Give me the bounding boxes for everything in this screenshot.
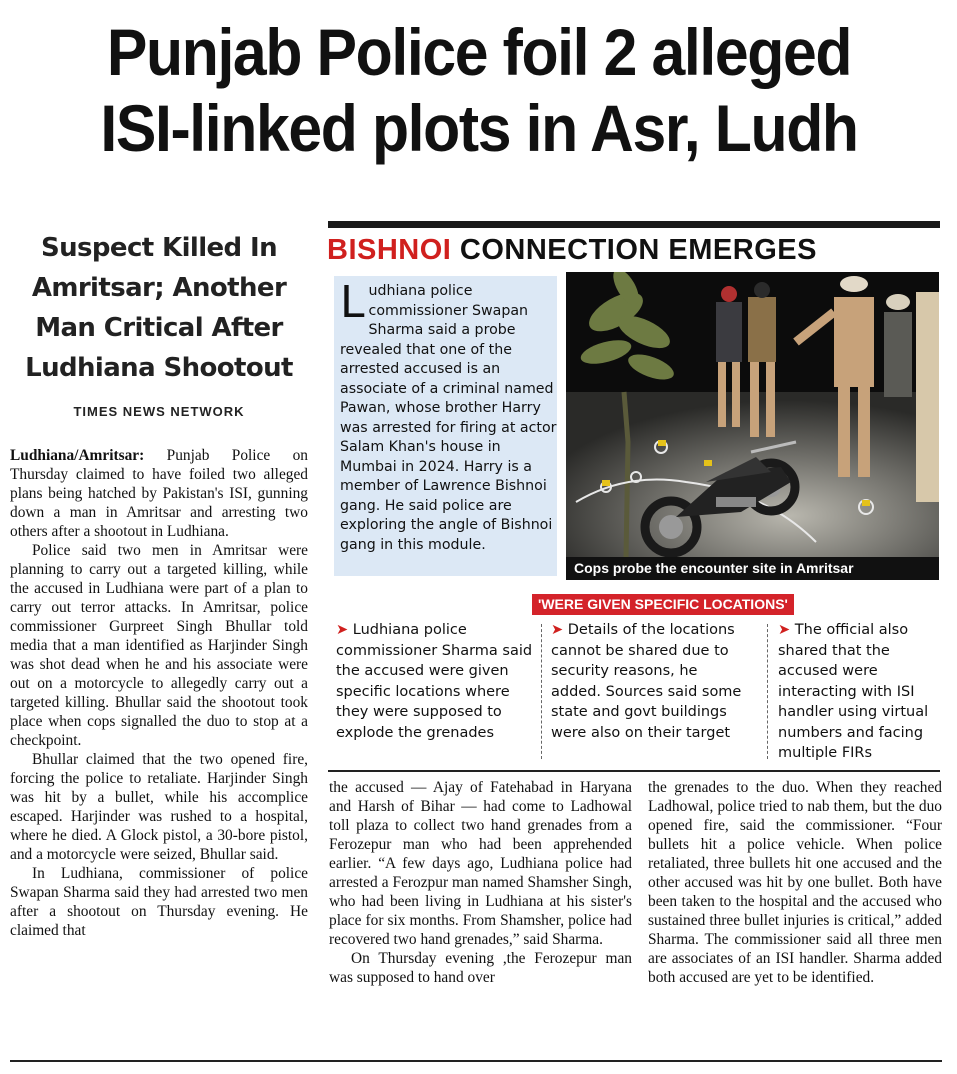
paragraph: the grenades to the duo. When they reached Ladhowal, police tried to nab them, but the duo opened fire, said the commissioner. “Four bullets hit a police vehicle. When police retaliated, three bullets hit one accused and the other accused was hit by one bullet. Both have been taken to the hospital and the accused who sustained three bullet injuries is critical,” added Sharma. The commissioner said all three men are associates of an ISI handler. Sharma added both accused are yet to be identified. xyxy=(648,779,942,986)
arrow-icon: ➤ xyxy=(336,622,349,638)
dashed-divider xyxy=(767,624,768,759)
bullet-point-2 xyxy=(551,620,751,743)
article-column-2 xyxy=(329,778,632,987)
photo-caption: Cops probe the encounter site in Amritsar xyxy=(566,557,939,580)
section-rule xyxy=(328,221,940,228)
encounter-site-photo xyxy=(566,272,939,557)
bullet-text: Details of the locations cannot be shared due to security reasons, he added. Sources said some state and govt buildings were also on their target xyxy=(551,622,742,741)
page-bottom-rule xyxy=(10,1060,942,1062)
headline-line-2: ISI-linked plots in Asr, Ludh xyxy=(100,91,858,165)
bullet-point-1 xyxy=(336,620,536,743)
dateline: Ludhiana/Amritsar: xyxy=(10,447,145,464)
article-column-1 xyxy=(10,446,308,940)
paragraph: Police said two men in Amritsar were planning to carry out a targeted killing, while the accused in Ludhiana were part of a plan to carry out terror attacks. In Amritsar, police commissioner Gurpreet Singh Bhullar told media that a man identified as Harjinder Singh was shot dead when he and his associate were out on a motorcycle to allegedly carry out a targeted killing. Bhullar said the shootout took place when cops signalled the duo to stop at a checkpoint. xyxy=(10,542,308,749)
subhead-banner: 'WERE GIVEN SPECIFIC LOCATIONS' xyxy=(532,594,794,615)
paragraph: Bhullar claimed that the two opened fire, forcing the police to retaliate. Harjinder Singh was hit by a bullet, while his accomplice escaped. Harjinder was rushed to a hospital, where he died. A Glock pistol, a 30-bore pistol, and a motorcycle were seized, Bhullar said. xyxy=(10,751,308,863)
kicker-red: BISHNOI xyxy=(327,234,452,266)
paragraph-text: Punjab Police on Thursday claimed to have foiled two alleged plans being hatched by Pakistan's ISI, gunning down a man in Amritsar and arresting two others after a shootout in Ludhiana. xyxy=(10,447,308,540)
paragraph: On Thursday evening ,the Ferozepur man was supposed to hand over xyxy=(329,950,632,986)
bullet-point-3 xyxy=(778,620,948,764)
headline xyxy=(51,14,907,166)
kicker-heading xyxy=(327,232,817,268)
paragraph xyxy=(10,446,308,541)
paragraph: the accused — Ajay of Fatehabad in Haryana and Harsh of Bihar — had come to Ladhowal toll plaza to collect two hand grenades from a Ferozepur man who had been apprehended earlier. “A few days ago, Ludhiana police had arrested a Ferozpur man named Shamsher Singh, who had been living in Ludhiana at his sister's place for six months. From Shamsher, police had recovered two hand grenades,” said Sharma. xyxy=(329,779,632,948)
sidebar-box xyxy=(334,276,557,576)
article-column-3 xyxy=(648,778,942,987)
paragraph: In Ludhiana, commissioner of police Swapan Sharma said they had arrested two men after a shootout on Thursday evening. He claimed that xyxy=(10,865,308,939)
photo-illustration xyxy=(566,272,939,557)
box-bottom-rule xyxy=(328,770,940,772)
kicker-black: CONNECTION EMERGES xyxy=(459,234,817,266)
deck-subheadline: Suspect Killed In Amritsar; Another Man Critical After Ludhiana Shootout xyxy=(25,233,293,383)
sidebar-text: udhiana police commissioner Swapan Sharma said a probe revealed that one of the arrested accused is an associate of a criminal named Pawan, whose brother Harry was arrested for firing at actor Salam Khan's house in Mumbai in 2024. Harry is a member of Lawrence Bishnoi gang. He said police are exploring the angle of Bishnoi gang in this module. xyxy=(340,283,557,553)
drop-cap: L xyxy=(340,277,365,328)
bullet-text: The official also shared that the accused were interacting with ISI handler using virtual numbers and facing multiple FIRs xyxy=(778,622,929,761)
arrow-icon: ➤ xyxy=(778,622,791,638)
bullet-text: Ludhiana police commissioner Sharma said the accused were given specific locations where they were supposed to explode the grenades xyxy=(336,622,533,741)
headline-line-1: Punjab Police foil 2 alleged xyxy=(106,15,852,89)
arrow-icon: ➤ xyxy=(551,622,564,638)
byline: TIMES NEWS NETWORK xyxy=(73,404,245,419)
dashed-divider xyxy=(541,624,542,759)
